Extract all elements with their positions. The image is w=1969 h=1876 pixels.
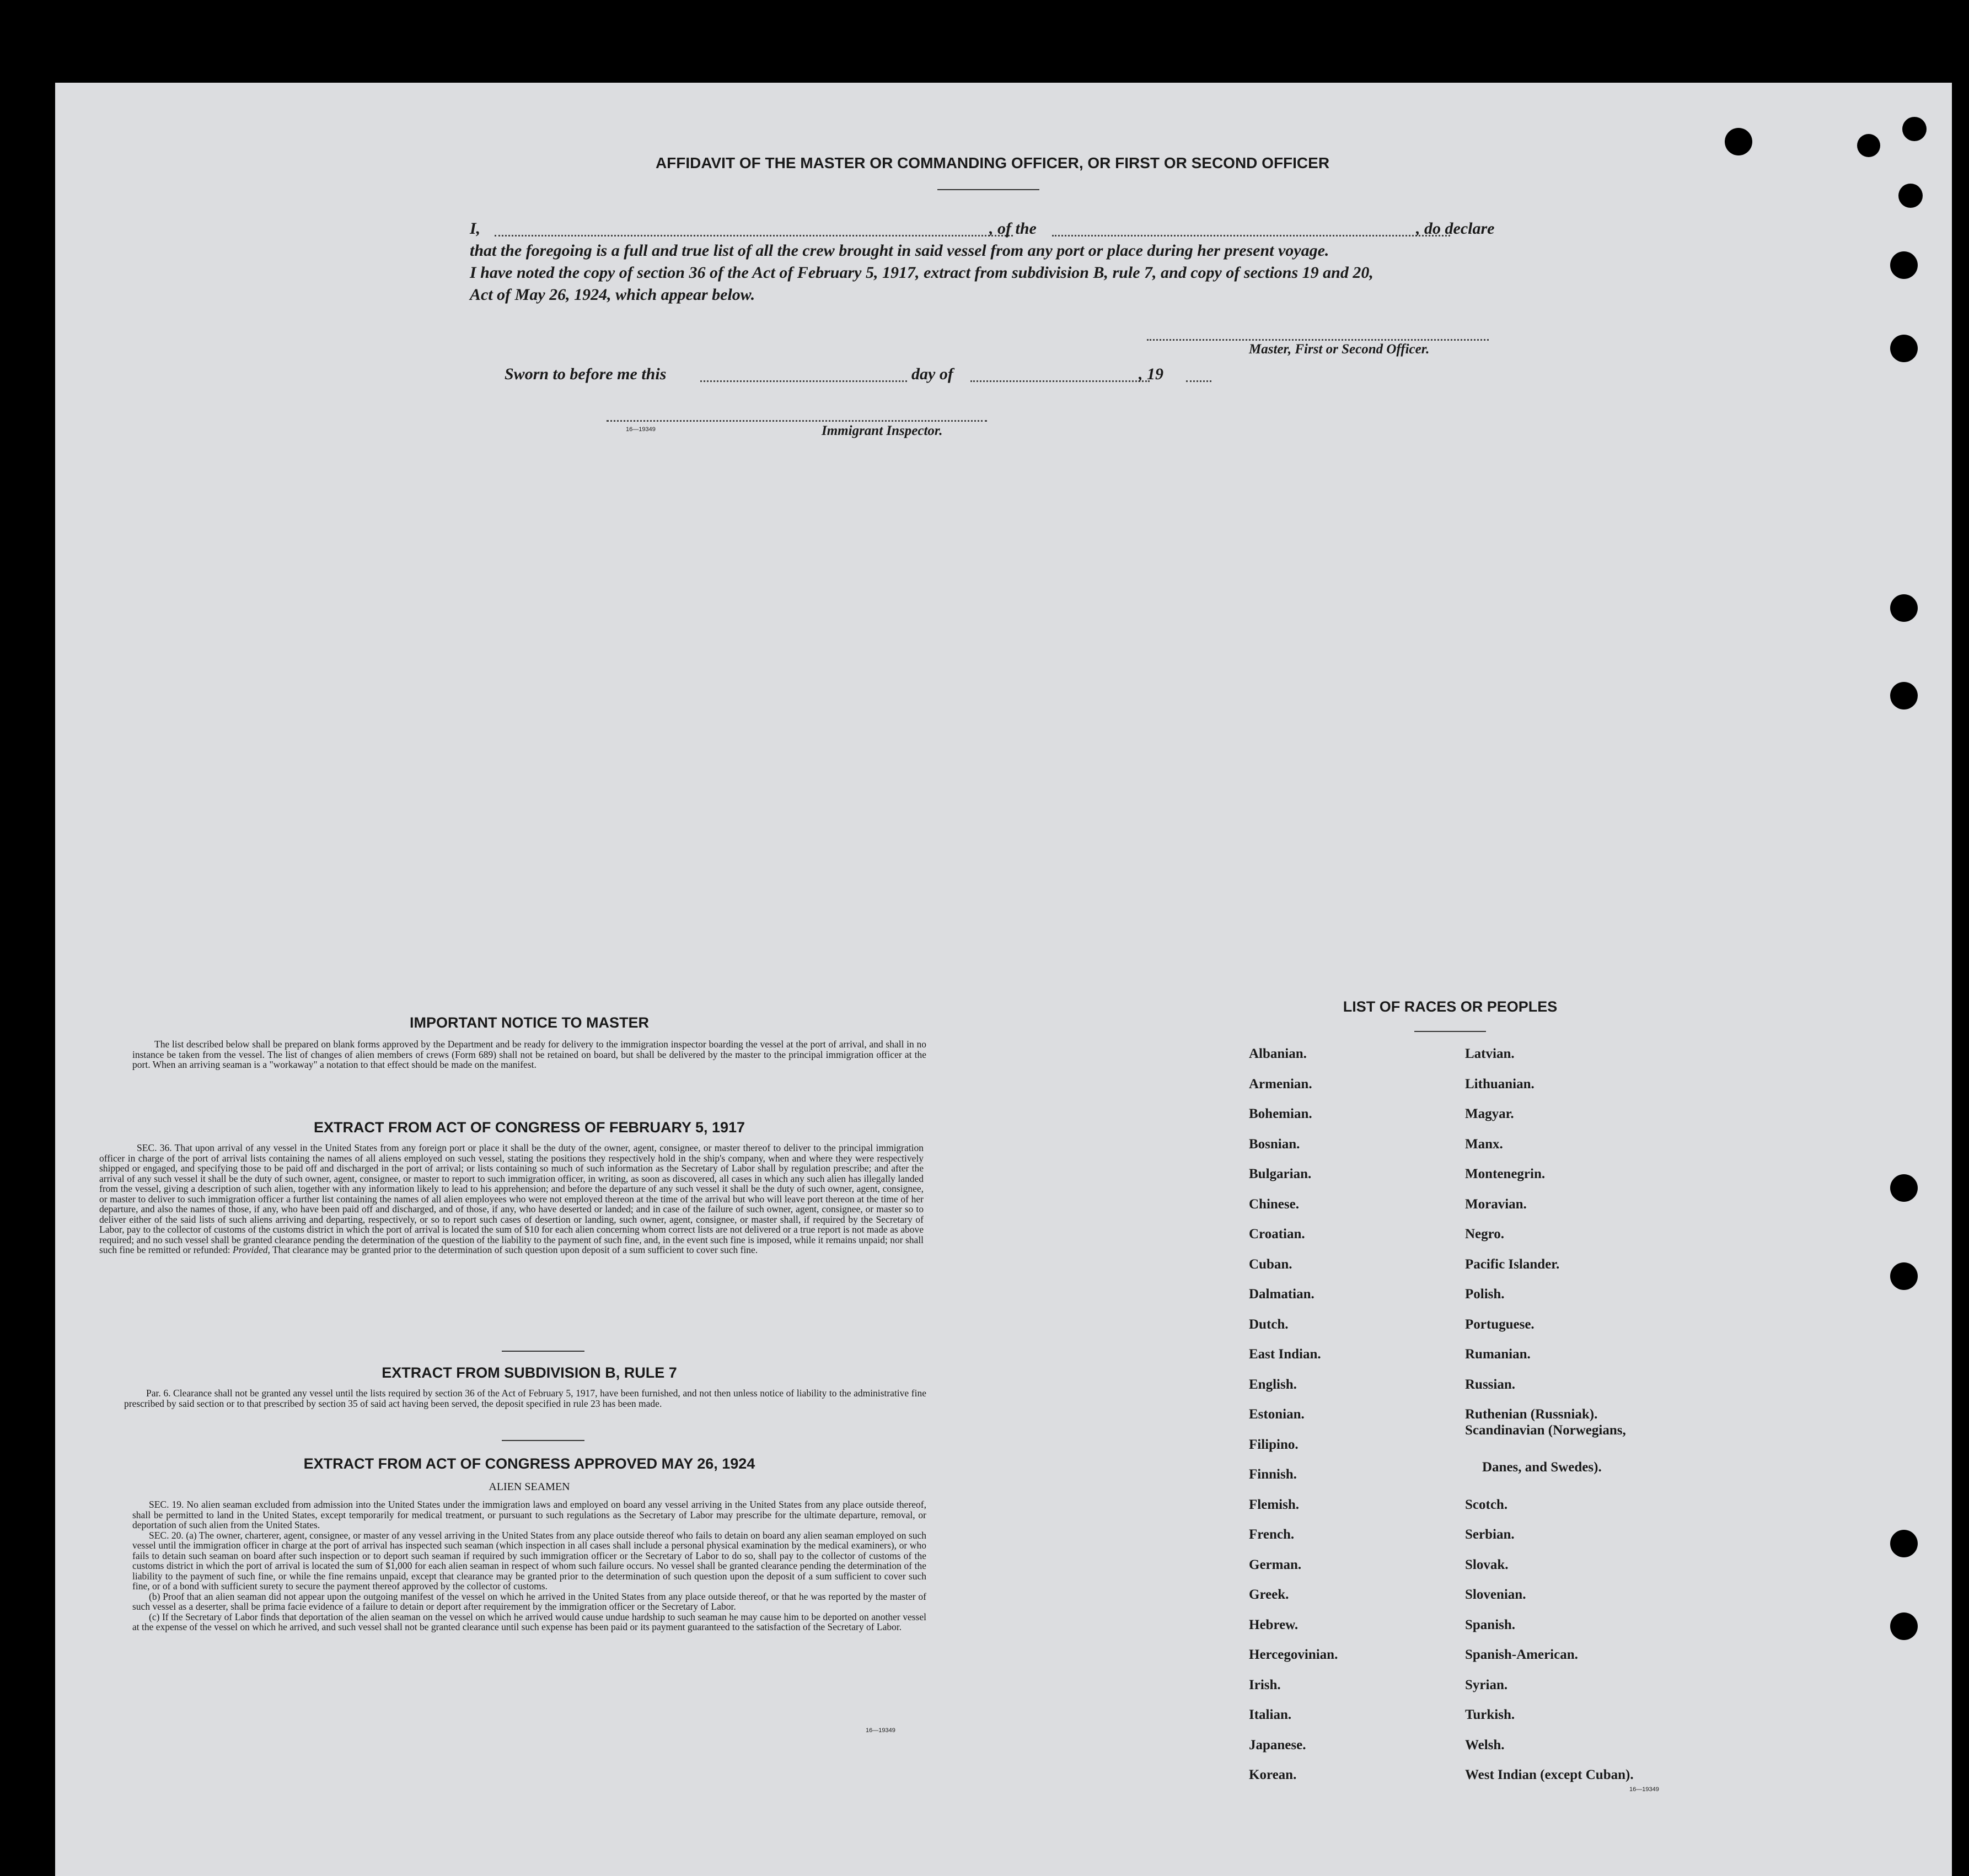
sworn-line — [505, 365, 1276, 384]
race-item: Scandinavian (Norwegians, — [1465, 1422, 1626, 1438]
race-item: French. — [1249, 1527, 1295, 1542]
punch-hole — [1890, 1530, 1918, 1557]
affidavit-line-2: that the foregoing is a full and true list of all the crew brought in said vessel from any port or place during her present voyage. — [470, 241, 1329, 260]
sworn-day-blank[interactable] — [700, 380, 907, 382]
punch-hole — [1890, 251, 1918, 279]
race-item: Korean. — [1249, 1767, 1297, 1782]
race-item: Bohemian. — [1249, 1106, 1312, 1121]
section-36-text: SEC. 36. That upon arrival of any vessel in the United States from any foreign port or place it shall be the duty of the owner, agent, consignee, or master thereof to deliver to the principal immigration officer in charge of the port of arrival lists containing the names of all aliens employed on such vessel, stating the positions they respectively hold in the ship's company, when and where they were respectively shipped or engaged, and specifying those to be paid off and discharged in the port of arrival; or lists containing so much of such information as the Secretary of Labor shall by regulation prescribe; and after the arrival of any such vessel it shall be the duty of such owner, agent, consignee, or master to report to such immigration officer, in writing, as soon as discovered, all cases in which any such alien has illegally landed from the vessel, giving a description of such alien, together with any information likely to lead to his apprehension; and before the departure of any such vessel it shall be the duty of such owner, agent, consignee, or master to deliver to such immigration officer a further list containing the names of all alien employees who were not employed thereon at the time of the arrival but who will leave port thereon at the time of her departure, and also the names of those, if any, who have been paid off and discharged, and of those, if any, who have deserted or landed; and in case of the failure of such owner, agent, consignee, or master so to deliver either of the said lists of such aliens arriving and departing, respectively, or so to report such cases of desertion or landing, such owner, agent, consignee, or master shall, if required by the Secretary of Labor, pay to the collector of customs of the customs district in which the port of arrival is located the sum of $10 for each alien concerning whom correct lists are not delivered or a true report is not made as above required; and no such vessel shall be granted clearance pending the determination of the question of the liability to the payment of such fine, and, in the event such fine is imposed, while it remains unpaid; nor shall such fine be remitted or refunded: — [99, 1142, 924, 1255]
race-item: Hebrew. — [1249, 1617, 1299, 1632]
affidavit-line-4: Act of May 26, 1924, which appear below. — [470, 286, 755, 304]
sworn-month-blank[interactable] — [970, 380, 1150, 382]
day-of-text: day of — [911, 365, 953, 383]
race-item: Flemish. — [1249, 1497, 1299, 1512]
extract-rule7-text: Par. 6. Clearance shall not be granted any vessel until the lists required by section 36 of the Act of February 5, 1917, have been furnished, and not then unless notice of liability to the administrative fine prescribed by said section or to that prescribed by section 35 of said act having been served, the deposit specified in rule 23 has been made. — [124, 1388, 926, 1409]
race-item: Albanian. — [1249, 1046, 1307, 1061]
extract-1917-text — [99, 1143, 924, 1255]
race-item: Spanish-American. — [1465, 1647, 1578, 1662]
race-item: Ruthenian (Russniak). — [1465, 1407, 1598, 1422]
race-item: East Indian. — [1249, 1347, 1321, 1362]
race-item: Cuban. — [1249, 1256, 1292, 1272]
affidavit-form-number: 16—19349 — [626, 426, 656, 433]
race-item: Filipino. — [1249, 1437, 1299, 1452]
master-signature-blank[interactable] — [1147, 339, 1489, 341]
declare-text: , do declare — [1416, 219, 1495, 238]
race-item: Rumanian. — [1465, 1347, 1531, 1362]
race-item: Montenegrin. — [1465, 1167, 1546, 1181]
section-divider — [502, 1440, 584, 1441]
of-the-text: , of the — [989, 219, 1037, 238]
race-item: Croatian. — [1249, 1227, 1305, 1241]
race-item: Pacific Islander. — [1465, 1256, 1560, 1272]
declarant-name-blank[interactable] — [495, 235, 1013, 236]
year-prefix: , 19 — [1139, 365, 1163, 383]
notice-title: IMPORTANT NOTICE TO MASTER — [410, 1014, 649, 1031]
master-signature-label: Master, First or Second Officer. — [1249, 342, 1430, 357]
race-item: Welsh. — [1465, 1737, 1505, 1753]
race-item: Chinese. — [1249, 1196, 1299, 1212]
race-item: Dalmatian. — [1249, 1287, 1315, 1302]
race-item: Manx. — [1465, 1136, 1503, 1152]
race-item: Spanish. — [1465, 1617, 1516, 1632]
section-divider — [502, 1351, 584, 1352]
section-20a-text: SEC. 20. (a) The owner, charterer, agent, consignee, or master of any vessel arriving in the United States from any place outside thereof who fails to detain on board any alien seaman employed on such vessel until the immigration officer in charge at the port of arrival has inspected such seaman (which inspection in all cases shall include a personal physical examination by the medical examiners), or who fails to detain such seaman on board after such inspection or to deport such seaman if required by such immigration officer or the Secretary of Labor to do so, shall pay to the collector of customs of the customs district in which the port of arrival is located the sum of $1,000 for each alien seaman in respect of whom such failure occurs. No vessel shall be granted clearance pending the determination of the liability to the payment of such fine, or while the fine remains unpaid, except that clearance may be granted prior to the determination of such question upon the deposit of a sum sufficient to cover such fine, or of a bond with sufficient surety to secure the payment thereof approved by the collector of customs. — [132, 1529, 926, 1592]
race-item: Serbian. — [1465, 1527, 1515, 1542]
races-form-number: 16—19349 — [1629, 1786, 1659, 1793]
punch-hole — [1890, 1174, 1918, 1202]
affidavit-line-3: I have noted the copy of section 36 of the Act of February 5, 1917, extract from subdivision B, rule 7, and copy of sections 19 and 20, — [470, 264, 1374, 282]
extract-1917-title: EXTRACT FROM ACT OF CONGRESS OF FEBRUARY 5, 1917 — [313, 1119, 745, 1136]
race-item: English. — [1249, 1377, 1297, 1392]
race-item: Syrian. — [1465, 1677, 1508, 1692]
punch-hole — [1890, 1612, 1918, 1640]
proviso-word: Provided, — [233, 1244, 270, 1255]
punch-hole — [1857, 134, 1880, 157]
race-item: Hercegovinian. — [1249, 1647, 1338, 1662]
race-item: Bosnian. — [1249, 1136, 1300, 1152]
extract-1924-title: EXTRACT FROM ACT OF CONGRESS APPROVED MAY 26, 1924 — [303, 1455, 755, 1472]
race-item: Bulgarian. — [1249, 1167, 1312, 1181]
inspector-signature-blank[interactable] — [607, 420, 987, 422]
sworn-text: Sworn to before me this — [505, 365, 667, 383]
punch-hole — [1890, 594, 1918, 622]
race-item: Estonian. — [1249, 1407, 1305, 1422]
races-divider — [1414, 1031, 1486, 1032]
punch-hole — [1898, 184, 1923, 208]
race-item: Latvian. — [1465, 1046, 1515, 1061]
race-item: Slovak. — [1465, 1557, 1509, 1572]
inspector-label: Immigrant Inspector. — [822, 423, 943, 438]
section-19-text: SEC. 19. No alien seaman excluded from admission into the United States under the immigration laws and employed on board any vessel arriving in the United States from any place outside thereof, shall be permitted to land in the United States, except temporarily for medical treatment, or pursuant to such regulations as the Secretary of Labor may prescribe for the ultimate departure, removal, or deportation of such alien from the United States. — [132, 1499, 926, 1530]
punch-hole — [1890, 1262, 1918, 1290]
race-item: Slovenian. — [1465, 1587, 1526, 1602]
race-item: Dutch. — [1249, 1316, 1289, 1332]
race-item: Finnish. — [1249, 1467, 1297, 1482]
race-item: Negro. — [1465, 1227, 1505, 1241]
race-item: Armenian. — [1249, 1076, 1312, 1092]
affidavit-line-1 — [470, 219, 1517, 238]
race-item: Scotch. — [1465, 1497, 1508, 1512]
race-item: Magyar. — [1465, 1106, 1514, 1121]
sworn-year-blank[interactable] — [1186, 380, 1211, 382]
race-item: Italian. — [1249, 1707, 1292, 1722]
punch-hole — [1890, 682, 1918, 709]
race-item: Danes, and Swedes). — [1482, 1460, 1602, 1475]
extract-rule7-title: EXTRACT FROM SUBDIVISION B, RULE 7 — [382, 1364, 677, 1381]
section-20c-text: (c) If the Secretary of Labor finds that deportation of the alien seaman on the vessel on which he arrived would cause undue hardship to such seaman he may cause him to be deported on another vessel at the expense of the vessel on which he arrived, and such vessel shall not be granted clearance until such expense has been paid or its payment guaranteed to the satisfaction of the Secretary of Labor. — [132, 1611, 926, 1632]
declarant-prefix: I, — [470, 219, 481, 238]
vessel-name-blank[interactable] — [1052, 235, 1450, 236]
notice-text: The list described below shall be prepared on blank forms approved by the Department and be ready for delivery to the immigration inspector boarding the vessel at the port of arrival, and shall in no instance be taken from the vessel. The list of changes of alien members of crews (Form 689) shall not be retained on board, but shall be delivered by the master to the principal immigration officer at the port. When an arriving seaman is a "workaway" a notation to that effect should be made on the manifest. — [132, 1039, 926, 1070]
race-item: Russian. — [1465, 1377, 1516, 1392]
race-item: Portuguese. — [1465, 1316, 1535, 1332]
punch-hole — [1890, 335, 1918, 362]
punch-hole — [1902, 117, 1927, 141]
race-item: Irish. — [1249, 1677, 1281, 1692]
section-20b-text: (b) Proof that an alien seaman did not appear upon the outgoing manifest of the vessel on which he arrived in the United States from any place outside thereof, or that he was reported by the master of such vessel as a deserter, shall be prima facie evidence of a failure to detain or deport after requirement by the immigration officer or the Secretary of Labor. — [132, 1590, 926, 1612]
race-item: Japanese. — [1249, 1737, 1306, 1753]
race-item: Lithuanian. — [1465, 1076, 1535, 1092]
affidavit-title: AFFIDAVIT OF THE MASTER OR COMMANDING OFFICER, OR FIRST OR SECOND OFFICER — [655, 154, 1330, 171]
race-item: German. — [1249, 1557, 1302, 1572]
race-item: Turkish. — [1465, 1707, 1515, 1722]
proviso-text: That clearance may be granted prior to the determination of such question upon deposit of a sum sufficient to cover such fine. — [272, 1244, 758, 1255]
alien-seamen-subtitle: ALIEN SEAMEN — [489, 1481, 570, 1493]
extract-form-number: 16—19349 — [866, 1727, 895, 1734]
race-item: Polish. — [1465, 1287, 1505, 1302]
races-title: LIST OF RACES OR PEOPLES — [1343, 998, 1558, 1015]
punch-hole — [1725, 128, 1752, 155]
race-item: West Indian (except Cuban). — [1465, 1767, 1634, 1782]
race-item: Moravian. — [1465, 1196, 1527, 1212]
title-divider — [937, 189, 1039, 190]
race-item: Greek. — [1249, 1587, 1289, 1602]
extract-1924-text — [132, 1499, 926, 1632]
